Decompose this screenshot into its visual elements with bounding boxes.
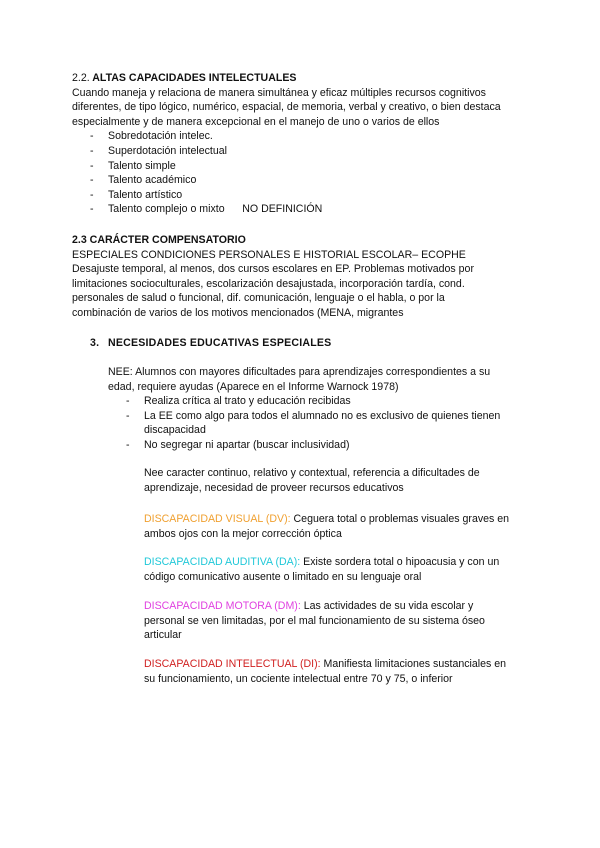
discapacidad-label: DISCAPACIDAD AUDITIVA (DA): [144,556,301,568]
list-item-text: Talento artístico [108,188,183,201]
section-title: NECESIDADES EDUCATIVAS ESPECIALES [108,337,332,349]
section-heading-nee [90,336,331,351]
paragraph-line: Nee caracter continuo, relativo y contextual, referencia a dificultades de [144,467,480,479]
nee-list [108,394,528,452]
paragraph-line: aprendizaje, necesidad de proveer recursos educativos [144,481,404,494]
list-item-text: Sobredotación intelec. [108,130,213,143]
discapacidad-label: DISCAPACIDAD INTELECTUAL (DI): [144,658,321,670]
discapacidad-auditiva [144,555,528,584]
paragraph-line: Cuando maneja y relaciona de manera simultánea y eficaz múltiples recursos cognitivos [72,86,486,99]
section-heading [72,71,528,86]
discapacidad-visual [144,512,528,541]
list-item-text: La EE como algo para todos el alumnado no es exclusivo de quienes tienen [144,409,501,422]
discapacidad-text: Las actividades de su vida escolar y [300,600,474,612]
paragraph-line: ESPECIALES CONDICIONES PERSONALES E HISTORIAL ESCOLAR– ECOPHE [72,248,466,261]
list-item-text: Realiza crítica al trato y educación recibidas [144,395,351,408]
list-item: - Superdotación intelectual [90,144,227,157]
list-item: - Sobredotación intelec. [90,130,213,143]
list-item-text: discapacidad [144,424,206,437]
section-title: ALTAS CAPACIDADES INTELECTUALES [92,72,297,84]
discapacidad-motora [144,599,528,643]
paragraph-line: limitaciones socioculturales, escolarización desajustada, incorporación tardía, cond. [72,277,465,290]
list-item: - Talento simple [90,159,176,172]
discapacidad-text: código comunicativo ausente o limitado en su lenguaje oral [144,570,422,583]
discapacidad-label: DISCAPACIDAD VISUAL (DV): [144,513,291,525]
paragraph-line: especialmente y de manera excepcional en el manejo de uno o varios de ellos [72,115,440,128]
paragraph-line: NEE: Alumnos con mayores dificultades para aprendizajes correspondientes a su [108,366,491,378]
paragraph-line: edad, requiere ayudas (Aparece en el Informe Warnock 1978) [108,380,399,393]
paragraph-line: Desajuste temporal, al menos, dos cursos escolares en EP. Problemas motivados por [72,263,474,276]
list-item-text: Talento complejo o mixto NO DEFINICIÓN [108,203,323,216]
list-item: - Talento complejo o mixto NO DEFINICIÓN [90,203,323,216]
discapacidad-text: personal se ven limitadas, por el mal funcionamiento de su sistema óseo [144,614,485,627]
nee-description [144,466,528,495]
list-item-text: Talento académico [108,174,197,187]
nee-intro [108,365,528,453]
section-title: 2.3 CARÁCTER COMPENSATORIO [72,234,246,246]
discapacidad-text: articular [144,629,182,642]
section-altas-capacidades [72,71,528,217]
list-item: - Talento académico [90,174,197,187]
discapacidad-intelectual [144,657,528,686]
list-item: - No segregar ni apartar (buscar inclusividad) [126,438,350,451]
list-item: - Talento artístico [90,188,183,201]
list-item: - Realiza crítica al trato y educación recibidas [126,395,351,408]
discapacidad-text: Manifiesta limitaciones sustanciales en [320,658,507,670]
discapacidad-text: ambos ojos con la mejor corrección óptica [144,527,342,540]
list-item-text: Superdotación intelectual [108,144,227,157]
list-item-text: Talento simple [108,159,176,172]
paragraph-line: personales de salud o funcional, dif. comunicación, lenguaje o el habla, o por la [72,292,445,305]
discapacidad-text: Ceguera total o problemas visuales graves en [290,513,510,525]
section-number: 3. [90,337,100,349]
paragraph-line: diferentes, de tipo lógico, numérico, espacial, de memoria, verbal y creativo, o bien destaca [72,101,501,114]
list-item: - La EE como algo para todos el alumnado no es exclusivo de quienes tienen discapacidad [126,409,501,437]
paragraph-line: combinación de varios de los motivos mencionados (MENA, migrantes [72,306,404,319]
list-item-text: No segregar ni apartar (buscar inclusividad) [144,438,350,451]
section-number: 2.2. [72,72,90,84]
discapacidad-label: DISCAPACIDAD MOTORA (DM): [144,600,301,612]
section-caracter-compensatorio [72,233,528,321]
discapacidad-text: su funcionamiento, un cociente intelectual entre 70 y 75, o inferior [144,672,453,685]
talent-list [72,129,528,217]
discapacidad-text: Existe sordera total o hipoacusia y con un [300,556,500,568]
